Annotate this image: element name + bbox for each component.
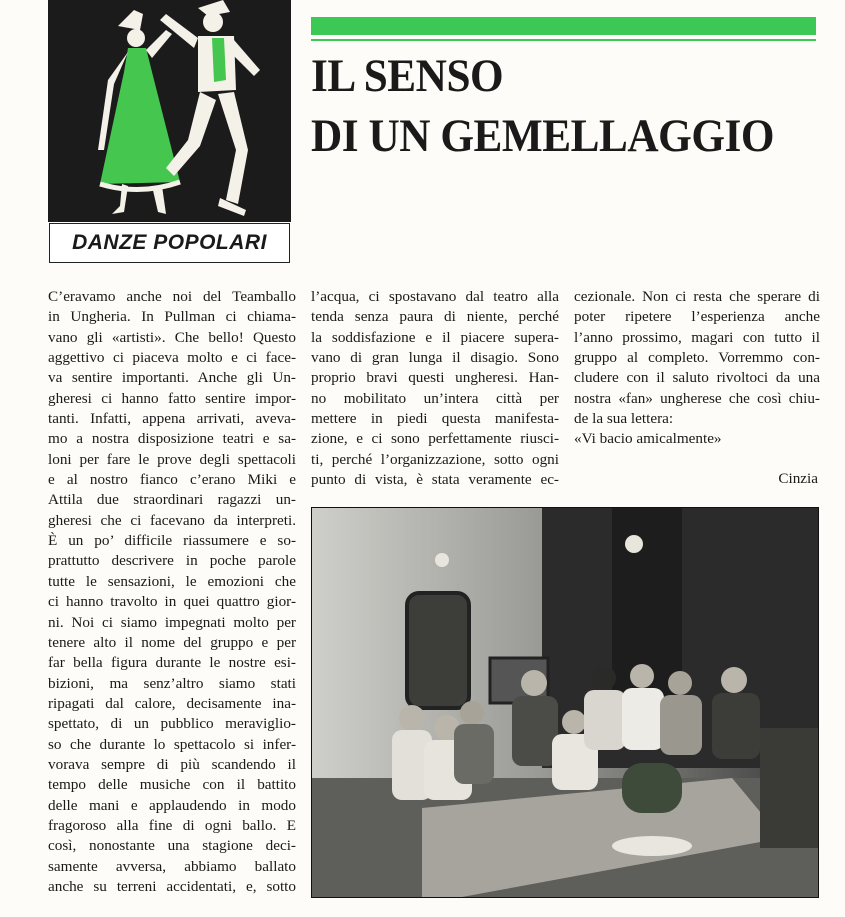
article-text-line: ci hanno travolto in quei quattro gior- [48,593,296,611]
article-text-line: così, nonostante una stagione deci- [48,837,296,855]
article-text-line: zione, e ci sono perfettamente riusci- [311,430,559,448]
article-text-line: so che durante lo spettacolo si infer- [48,735,296,753]
article-text-line: È un po’ difficile riassumere e so- [48,532,296,550]
article-text-line: gheresi ci hanno fatto sentire impor- [48,389,296,407]
article-text-line: ti, perché l’organizzazione, sotto ogni [311,450,559,468]
article-text-line: cezionale. Non ci resta che sperare di [574,288,820,305]
article-text-line: ripagati dal calore, decisamente ina- [48,694,296,712]
article-text-line: aggettivo ci piaceva molto e ci face- [48,349,296,367]
folk-dancers-illustration [48,0,291,222]
article-text-line: ni. Noi ci siamo impegnati molto per [48,613,296,631]
group-photo [311,507,819,898]
article-text-line: «Vi bacio amicalmente» [574,430,722,448]
article-column-3 [574,287,820,450]
author-signature: Cinzia [778,470,818,487]
article-title-line-1: IL SENSO [311,50,504,102]
article-text-line: prattutto descrivere in poche parole [48,552,296,570]
article-text-line: tutte le sensazioni, le emozioni che [48,572,296,590]
article-text-line: tanti. Infatti, appena arrivati, aveva- [48,410,296,428]
article-text-line: far bella figura durante le nostre esi- [48,654,296,672]
article-text-line: vano gli «artisti». Che bello! Questo [48,328,296,346]
article-text-line: anche su terreni accidentati, e, sotto [48,877,296,895]
article-text-line: loni per fare le prove degli spettacoli [48,450,296,468]
title-accent-bar [311,17,816,35]
article-text-line: mettere in piedi questa manifesta- [311,410,559,428]
article-text-line: proprio bravi questi ungheresi. Han- [311,369,559,387]
article-text-line: gruppo al completo. Vorremmo con- [574,349,820,367]
article-text-line: e al nostro fianco c’erano Miki e [48,471,296,489]
article-text-line: l’acqua, ci spostavano dal teatro alla [311,288,559,305]
article-column-2 [311,287,559,490]
article-text-line: poter ripetere l’esperienza anche [574,308,820,326]
article-text-line: Attila due straordinari ragazzi un- [48,491,296,509]
article-text-line: punto di vista, è stata veramente ec- [311,471,559,489]
article-text-line: de la sua lettera: [574,410,674,428]
article-text-line: vorava sempre di più scandendo il [48,755,296,773]
article-text-line: C’eravamo anche noi del Teamballo [48,288,296,305]
article-text-line: va sentire importanti. Anche gli Un- [48,369,296,387]
dancers-drawing [48,0,291,222]
article-column-1 [48,287,296,897]
article-text-line: delle mani e applaudendo in modo [48,796,296,814]
article-text-line: in Ungheria. In Pullman ci chiama- [48,308,296,326]
article-title-line-2: DI UN GEMELLAGGIO [311,110,775,162]
title-accent-rule [311,39,816,41]
article-text-line: la soddisfazione e il piacere supera- [311,328,559,346]
article-text-line: vano di gran lunga il disagio. Sono [311,349,559,367]
article-text-line: spettato, di un pubblico meraviglio- [48,715,296,733]
article-text-line: tempo delle musiche con il battito [48,776,296,794]
section-label: DANZE POPOLARI [49,223,290,263]
article-text-line: bizioni, ma senz’altro siamo stati [48,674,296,692]
group-photo-drawing [312,508,818,897]
article-text-line: mo a nostra disposizione teatri e sa- [48,430,296,448]
article-text-line: tenere alto il nome del gruppo e per [48,633,296,651]
article-text-line: tenda senza paura di niente, perché [311,308,559,326]
article-text-line: fragoroso alla fine di ogni ballo. E [48,816,296,834]
article-title [311,46,789,166]
article-text-line: gheresi che ci facevano da interpreti. [48,511,296,529]
article-text-line: no mobilitato un’intera città per [311,389,559,407]
article-text-line: samente avversa, abbiamo ballato [48,857,296,875]
article-text-line: cludere con il saluto rivoltoci da una [574,369,820,387]
article-text-line: l’anno prossimo, magari con tutto il [574,328,820,346]
article-text-line: nostra «fan» ungherese che così chiu- [574,389,820,407]
